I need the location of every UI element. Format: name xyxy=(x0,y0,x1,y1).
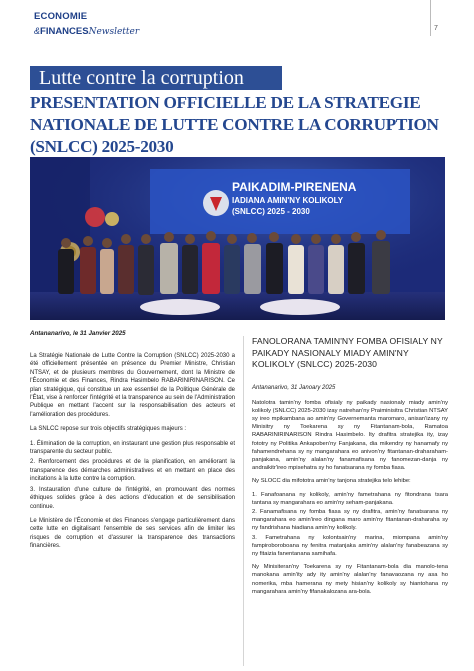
logo-finances-line xyxy=(34,22,139,38)
article-mg-paragraph: Natolotra tamin'ny fomba ofisialy ny paikady nasionaly miady amin'ny kolikoly (SNLCC) 2025-2030 izay natrehan'ny Praiminisitra Christian NTSAY sy ireo mpikambana ao amin'ny Governemanta maromaro, anisan'izany ny Minisitry ny Toekarena sy ny Fitantanam-bola, Ramatoa RABARINIRINARISON Rindra Hasimbelo. Ity drafitra stratejika ity, izay fototry ny Politika Ankapoben'ny Fanjakana, dia mikendry ny hanamafy ny fahamendrehana sy ny mangarahara eo anivon'ny fitantanan-draharaham-panjakana, amin'ny alalan'ny fanamafisana ny fanomezan-danja ny andraikitr'ireo mpisehatra sy ho fanatsarana ny fomba fiasa. xyxy=(252,399,448,472)
logo-finances: FINANCES xyxy=(40,25,89,37)
event-photo-illustration xyxy=(30,157,445,320)
screen-title: PAIKADIM-PIRENENA xyxy=(232,180,357,194)
objective-item: 3. Instauration d'une culture de l'intégrité, en promouvant des normes éthiques solides grâce à des actions d'éducation et de sensibilisation continue. xyxy=(30,486,235,510)
article-fr-paragraph: Le Ministère de l'Économie et des Finances s'engage particulièrement dans cette lutte en digitalisant l'ensemble de ses services afin de limiter les risques de corruption et d'assurer la transparence des transactions financières. xyxy=(30,517,235,550)
logo-economie: ECONOMIE xyxy=(34,11,88,22)
article-mg-dateline: Antananarivo, 31 Janoary 2025 xyxy=(252,384,336,391)
article-mg-objectives xyxy=(252,491,448,559)
objective-item: 1. Fanafoanana ny kolikoly, amin'ny fametrahana ny fitondrana tsara tantana sy mangarahara eo amin'ny seham-panjakana. xyxy=(252,491,448,506)
newsletter-logo xyxy=(34,12,139,38)
column-divider xyxy=(243,336,244,666)
article-main-title: PRESENTATION OFFICIELLE DE LA STRATEGIE NATIONALE DE LUTTE CONTRE LA CORRUPTION (SNLCC) 2025-2030 xyxy=(30,93,439,156)
header-divider xyxy=(430,0,431,36)
objective-item: 2. Renforcement des procédures et de la planification, en améliorant la transparence des démarches administratives et en mettant en place des incitations à la lutte contre la corruption. xyxy=(30,459,235,483)
article-fr-paragraph: La Stratégie Nationale de Lutte Contre la Corruption (SNLCC) 2025-2030 a été officiellement présentée en présence du Premier Ministre, Christian NTSAY, et de plusieurs membres du Gouvernement, dont la Ministre de l'Économie et des Finances, Rindra Hasimbelo RABARINIRINARISON. Ce plan stratégique, qui constitue un axe essentiel de la Politique Générale de l'État, vise à renforcer l'intégrité et la transparence au sein de l'Administration Publique en mettant l'accent sur la responsabilisation des acteurs et l'amélioration des procédures. xyxy=(30,353,235,418)
objective-item: 1. Élimination de la corruption, en instaurant une gestion plus responsable et transparente du secteur public. xyxy=(30,440,235,456)
article-mg-paragraph: Ny SLOCC dia mifototra amin'ny tanjona stratejika telo lehibe: xyxy=(252,478,411,485)
article-fr-dateline: Antananarivo, le 31 Janvier 2025 xyxy=(30,330,126,337)
article-mg-title: FANOLORANA TAMIN'NY FOMBA OFISIALY NY PAIKADY NASIONALY MIADY AMIN'NY KOLIKOLY (SNLCC) 2025-2030 xyxy=(252,336,443,369)
page-header xyxy=(0,0,474,40)
section-banner xyxy=(30,66,282,90)
article-mg-paragraph: Ny Minisiteran'ny Toekarena sy ny Fitantanam-bola dia manolo-tena manokana amin'ity ady ity amin'ny alalan'ny fanavaozana ny asa ho nomerika, mba hamerana ny mety hisian'ny kolikoly sy hiantohana ny mangarahara amin'ny fifanakalozana ara-bola. xyxy=(252,564,448,595)
screen-subtitle: IADIANA AMIN'NY KOLIKOLY xyxy=(232,196,344,205)
page-number: 7 xyxy=(434,25,438,32)
objective-item: 3. Fametrahana ny kolontsain'ny marina, miompana amin'ny fampiroboroboana ny fenitra matanjaka amin'ny alalan'ny fanabeazana sy ny fitaizia fanentanana samihafa. xyxy=(252,534,448,557)
logo-newsletter: Newsletter xyxy=(88,26,140,37)
event-photo xyxy=(30,157,445,320)
article-malagasy xyxy=(252,336,448,601)
screen-years: (SNLCC) 2025 - 2030 xyxy=(232,207,310,216)
article-fr-objectives xyxy=(30,440,235,511)
objective-item: 2. Fanamafisana ny fomba fiasa sy ny drafitra, amin'ny fanatsarana ny mangarahara eo amin'ireo dingana maro amin'ny fitantanan-draharaha sy ny fandrishana hiadiana amin'ny kolikoly. xyxy=(252,508,448,532)
article-french xyxy=(30,340,235,557)
article-fr-paragraph: La SNLCC repose sur trois objectifs stratégiques majeurs : xyxy=(30,426,187,433)
section-label: Lutte contre la corruption xyxy=(39,67,244,89)
logo-ampersand: & xyxy=(34,25,41,36)
